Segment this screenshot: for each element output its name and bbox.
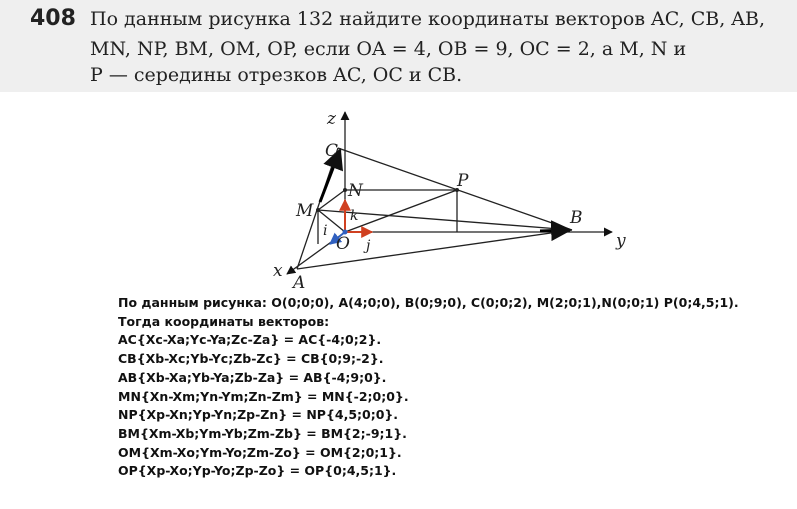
problem-number: 408: [30, 6, 76, 31]
problem-statement: [0, 0, 797, 92]
label-z: z: [327, 109, 336, 129]
label-P: P: [457, 171, 469, 191]
solution-line: OP{Xp-Xo;Yp-Yo;Zp-Zo} = OP{0;4,5;1}.: [118, 463, 397, 479]
label-k: k: [350, 208, 359, 224]
label-M: M: [296, 201, 314, 221]
segment-CB: [338, 148, 572, 230]
label-B: B: [570, 208, 583, 228]
solution-line: Тогда координаты векторов:: [118, 313, 330, 329]
problem-line-3: P — середины отрезков AC, OC и CB.: [90, 64, 463, 86]
label-x: x: [273, 261, 283, 281]
solution-line: BM{Xm-Xb;Ym-Yb;Zm-Zb} = BM{2;-9;1}.: [118, 425, 407, 441]
label-N: N: [348, 181, 363, 201]
point-M: [316, 208, 320, 212]
solution-line: CB{Xb-Xc;Yb-Yc;Zb-Zc} = CB{0;9;-2}.: [118, 351, 384, 367]
solution-line: AC{Xc-Xa;Yc-Ya;Zc-Za} = AC{-4;0;2}.: [118, 332, 382, 348]
label-y: y: [616, 231, 626, 251]
solution-line: MN{Xn-Xm;Yn-Ym;Zn-Zm} = MN{-2;0;0}.: [118, 388, 409, 404]
problem-line-1: По данным рисунка 132 найдите координаты векторов AC, CB, AB,: [90, 8, 766, 30]
label-O: O: [336, 234, 350, 254]
solution-line: OM{Xm-Xo;Ym-Yo;Zm-Zo} = OM{2;0;1}.: [118, 444, 402, 460]
solution-line: По данным рисунка: O(0;0;0), A(4;0;0), B(0;9;0), C(0;0;2), M(2;0;1),N(0;0;1) P(0;4,5;1).: [118, 295, 739, 310]
label-i: i: [323, 223, 328, 239]
geometry-figure: [0, 92, 797, 290]
point-N: [343, 188, 347, 192]
label-A: A: [293, 273, 306, 290]
vector-AB: [540, 230, 570, 231]
solution-text: [118, 294, 778, 481]
solution-line: AB{Xb-Xa;Yb-Ya;Zb-Za} = AB{-4;9;0}.: [118, 369, 387, 385]
label-j: j: [366, 238, 371, 254]
problem-line-2: MN, NP, BM, OM, OP, если OA = 4, OB = 9, OC = 2, а M, N и: [90, 38, 687, 60]
label-C: C: [325, 141, 339, 161]
solution-line: NP{Xp-Xn;Yp-Yn;Zp-Zn} = NP{4,5;0;0}.: [118, 407, 399, 423]
